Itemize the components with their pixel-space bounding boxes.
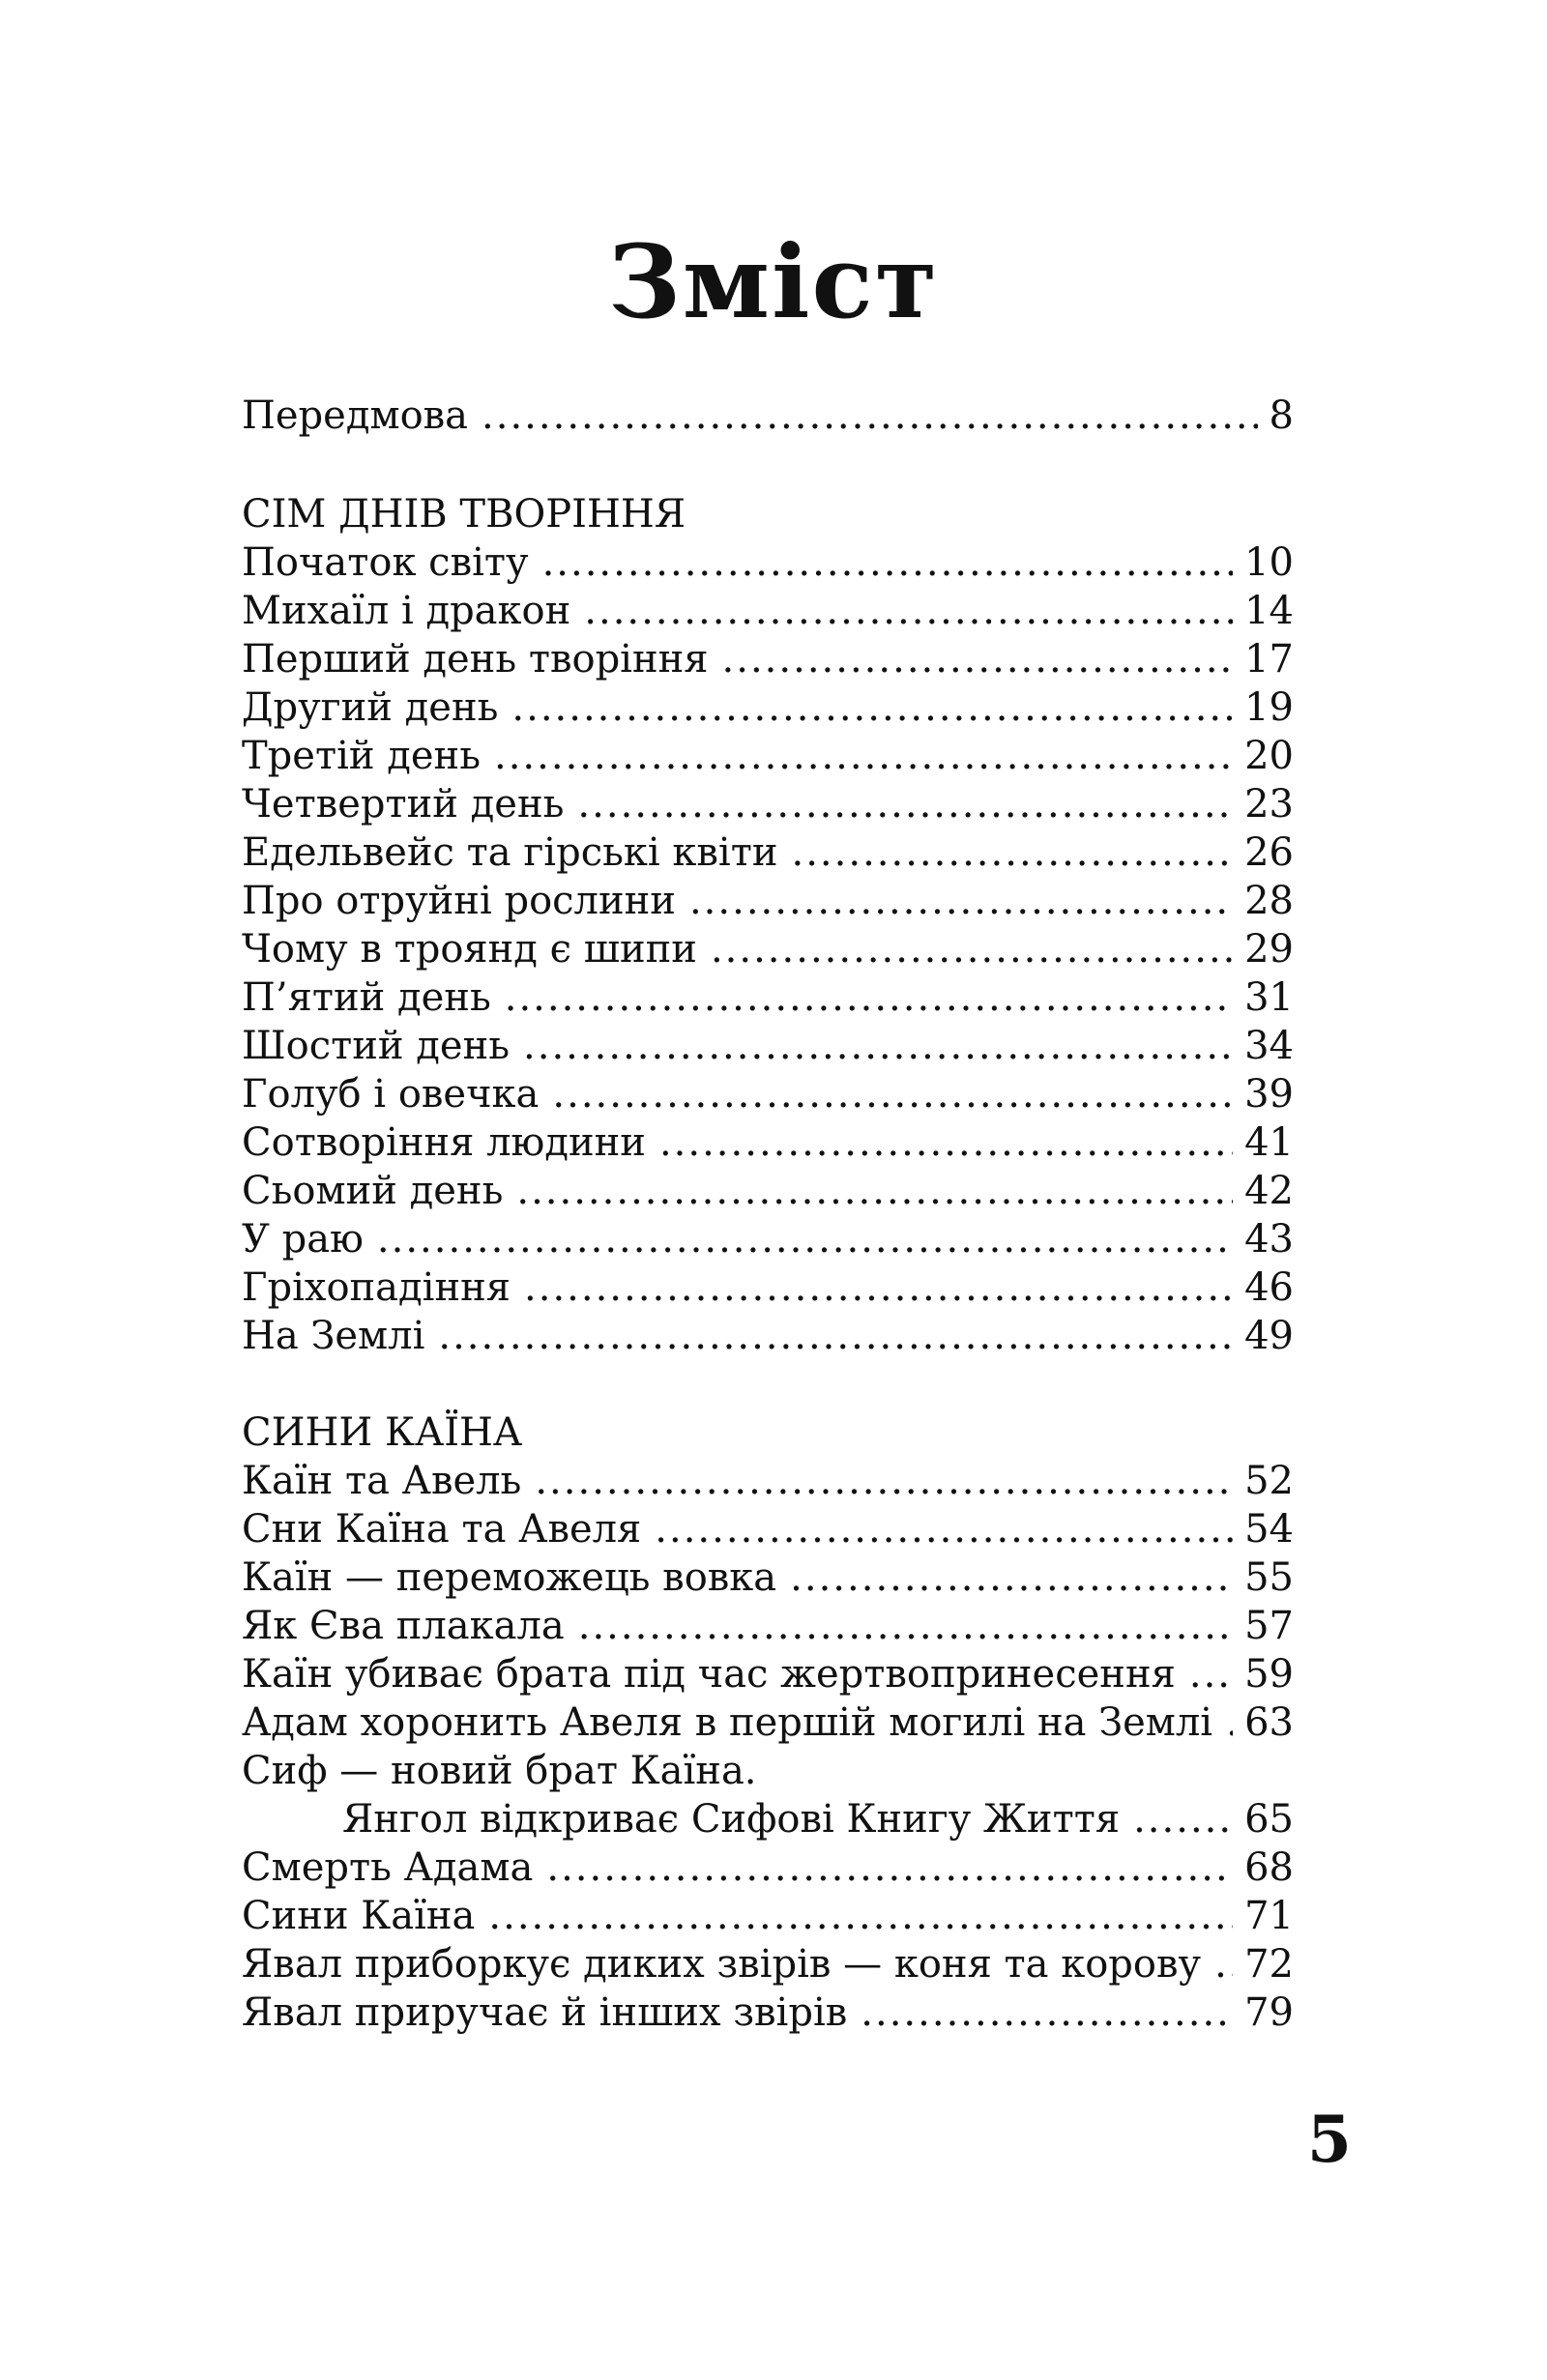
toc-entry-label: Передмова: [242, 393, 469, 438]
dot-leader: [542, 538, 1234, 587]
toc-entry[interactable]: [242, 635, 1294, 683]
toc-entry-page: 8: [1269, 393, 1294, 438]
toc-entry-page: 68: [1244, 1845, 1294, 1890]
toc-entry[interactable]: [242, 1988, 1294, 2037]
toc-entry-label: Каїн та Авель: [242, 1459, 522, 1503]
toc-entry[interactable]: [242, 683, 1294, 732]
toc-entry-label: Адам хоронить Авеля в першій могилі на Землі: [242, 1700, 1213, 1745]
toc-entry-label: Гріхопадіння: [242, 1265, 511, 1310]
toc-preface: [242, 392, 1294, 440]
dot-leader: [578, 1602, 1233, 1650]
toc-entry-label: Чому в троянд є шипи: [242, 927, 697, 972]
toc-entry[interactable]: [242, 1940, 1294, 1988]
toc-entry-page: 71: [1244, 1894, 1294, 1938]
toc-entry-label: Едельвейс та гірські квіти: [242, 830, 778, 875]
toc-entry[interactable]: [242, 1070, 1294, 1118]
toc-entry[interactable]: [242, 1118, 1294, 1167]
toc-entry-label: Шостий день: [242, 1024, 511, 1068]
toc-entry-label: Янгол відкриває Сифові Книгу Життя: [342, 1797, 1121, 1842]
toc-entry-label: Про отруйні рослини: [242, 879, 676, 923]
toc-entry[interactable]: [242, 1167, 1294, 1215]
toc-entry-label: Як Єва плакала: [242, 1604, 565, 1648]
dot-leader: [523, 1022, 1233, 1070]
toc-entry-label: Явал приборкує диких звірів — коня та корову: [242, 1942, 1202, 1987]
dot-leader: [1133, 1795, 1233, 1843]
toc-entry-first-line[interactable]: Сиф — новий брат Каїна.: [242, 1749, 757, 1793]
dot-leader: [438, 1312, 1233, 1360]
dot-leader: [505, 973, 1233, 1022]
toc-entry-label: Сини Каїна: [242, 1894, 476, 1938]
toc-entry-label: Сьомий день: [242, 1169, 504, 1213]
toc-entry-page: 26: [1244, 830, 1294, 875]
toc-entry-label: Голуб і овечка: [242, 1072, 540, 1117]
toc-entry-page: 63: [1244, 1700, 1294, 1745]
dot-leader: [1189, 1650, 1233, 1698]
dot-leader: [655, 1505, 1233, 1553]
toc-entry-page: 43: [1244, 1217, 1294, 1262]
toc-entry-page: 28: [1244, 879, 1294, 923]
toc-entry-label: П’ятий день: [242, 975, 491, 1020]
dot-leader: [516, 1167, 1233, 1215]
toc-entry[interactable]: [242, 1215, 1294, 1263]
dot-leader: [482, 392, 1258, 440]
toc-entry-page: 14: [1244, 589, 1294, 633]
section-heading: СІМ ДНІВ ТВОРІННЯ: [242, 492, 686, 537]
toc-entry[interactable]: [242, 1505, 1294, 1553]
toc-entry[interactable]: [242, 392, 1294, 440]
toc-entry-label: Другий день: [242, 685, 499, 730]
toc-entry-page: 52: [1244, 1459, 1294, 1503]
toc-entry[interactable]: [242, 1263, 1294, 1312]
toc-entry[interactable]: [242, 780, 1294, 828]
toc-entry[interactable]: [242, 1892, 1294, 1940]
toc-entry-page: 59: [1244, 1652, 1294, 1697]
dot-leader: [790, 1553, 1233, 1602]
toc-entry-page: 41: [1244, 1120, 1294, 1165]
dot-leader: [861, 1988, 1233, 2037]
dot-leader: [659, 1118, 1233, 1167]
toc-entry-page: 10: [1244, 540, 1294, 585]
toc-entry-label: Михаїл і дракон: [242, 589, 571, 633]
toc-entry[interactable]: [242, 1843, 1294, 1892]
toc-section-sons-of-cain: [242, 1408, 1294, 2037]
toc-entry-label: На Землі: [242, 1314, 425, 1358]
toc-entry[interactable]: [242, 828, 1294, 877]
toc-entry-label: У раю: [242, 1217, 364, 1262]
toc-entry-page: 55: [1244, 1555, 1294, 1600]
page-number: 5: [1307, 2102, 1352, 2177]
toc-entry[interactable]: [242, 587, 1294, 635]
toc-entry-page: 57: [1244, 1604, 1294, 1648]
dot-leader: [577, 780, 1233, 828]
toc-entry-page: 54: [1244, 1507, 1294, 1552]
dot-leader: [494, 732, 1233, 780]
toc-entry-page: 29: [1244, 927, 1294, 972]
dot-leader: [377, 1215, 1233, 1263]
toc-entry[interactable]: [242, 732, 1294, 780]
toc-entry-page: 34: [1244, 1024, 1294, 1068]
toc-entry-label: Початок світу: [242, 540, 529, 585]
dot-leader: [511, 683, 1233, 732]
dot-leader: [1214, 1940, 1233, 1988]
dot-leader: [689, 877, 1233, 925]
dot-leader: [524, 1263, 1233, 1312]
toc-entry-page: 79: [1244, 1990, 1294, 2035]
dot-leader: [535, 1457, 1233, 1505]
toc-entry[interactable]: [242, 1312, 1294, 1360]
toc-entry-label: Третій день: [242, 734, 481, 778]
dot-leader: [711, 925, 1233, 973]
toc-entry[interactable]: [242, 538, 1294, 587]
dot-leader: [552, 1070, 1233, 1118]
toc-section-seven-days: [242, 490, 1294, 1360]
dot-leader: [488, 1892, 1233, 1940]
toc-entry[interactable]: [242, 1457, 1294, 1505]
toc-entry-page: 42: [1244, 1169, 1294, 1213]
toc-entry-page: 31: [1244, 975, 1294, 1020]
toc-entry-page: 23: [1244, 782, 1294, 827]
toc-entry-label: Каїн — переможець вовка: [242, 1555, 777, 1600]
dot-leader: [584, 587, 1233, 635]
toc-entry-page: 65: [1244, 1797, 1294, 1842]
toc-entry-label: Четвертий день: [242, 782, 565, 827]
toc-entry-page: 39: [1244, 1072, 1294, 1117]
toc-entry-label: Сотворіння людини: [242, 1120, 646, 1165]
toc-entry-label: Сни Каїна та Авеля: [242, 1507, 642, 1552]
page-title: Зміст: [607, 222, 940, 341]
toc-entry[interactable]: [242, 1795, 1294, 1843]
dot-leader: [722, 635, 1234, 683]
toc-entry[interactable]: [242, 973, 1294, 1022]
toc-entry-label: Перший день творіння: [242, 637, 709, 682]
toc-entry[interactable]: [242, 1022, 1294, 1070]
toc-entry-label: Явал приручає й інших звірів: [242, 1990, 848, 2035]
toc-entry-page: 72: [1244, 1942, 1294, 1987]
toc-entry-page: 20: [1244, 734, 1294, 778]
toc-entry-label: Смерть Адама: [242, 1845, 534, 1890]
toc-entry-page: 17: [1244, 637, 1294, 682]
dot-leader: [792, 828, 1234, 877]
toc-entry[interactable]: [242, 1553, 1294, 1602]
section-heading: СИНИ КАЇНА: [242, 1410, 523, 1455]
toc-entry-page: 46: [1244, 1265, 1294, 1310]
toc-entry-label: Каїн убиває брата під час жертвопринесення: [242, 1652, 1176, 1697]
toc-entry-page: 19: [1244, 685, 1294, 730]
toc-entry[interactable]: [242, 925, 1294, 973]
toc-entry[interactable]: [242, 1650, 1294, 1698]
toc-entry[interactable]: [242, 1602, 1294, 1650]
dot-leader: [1226, 1698, 1233, 1747]
toc-entry-page: 49: [1244, 1314, 1294, 1358]
toc-entry[interactable]: [242, 877, 1294, 925]
dot-leader: [546, 1843, 1233, 1892]
toc-entry[interactable]: [242, 1698, 1294, 1747]
